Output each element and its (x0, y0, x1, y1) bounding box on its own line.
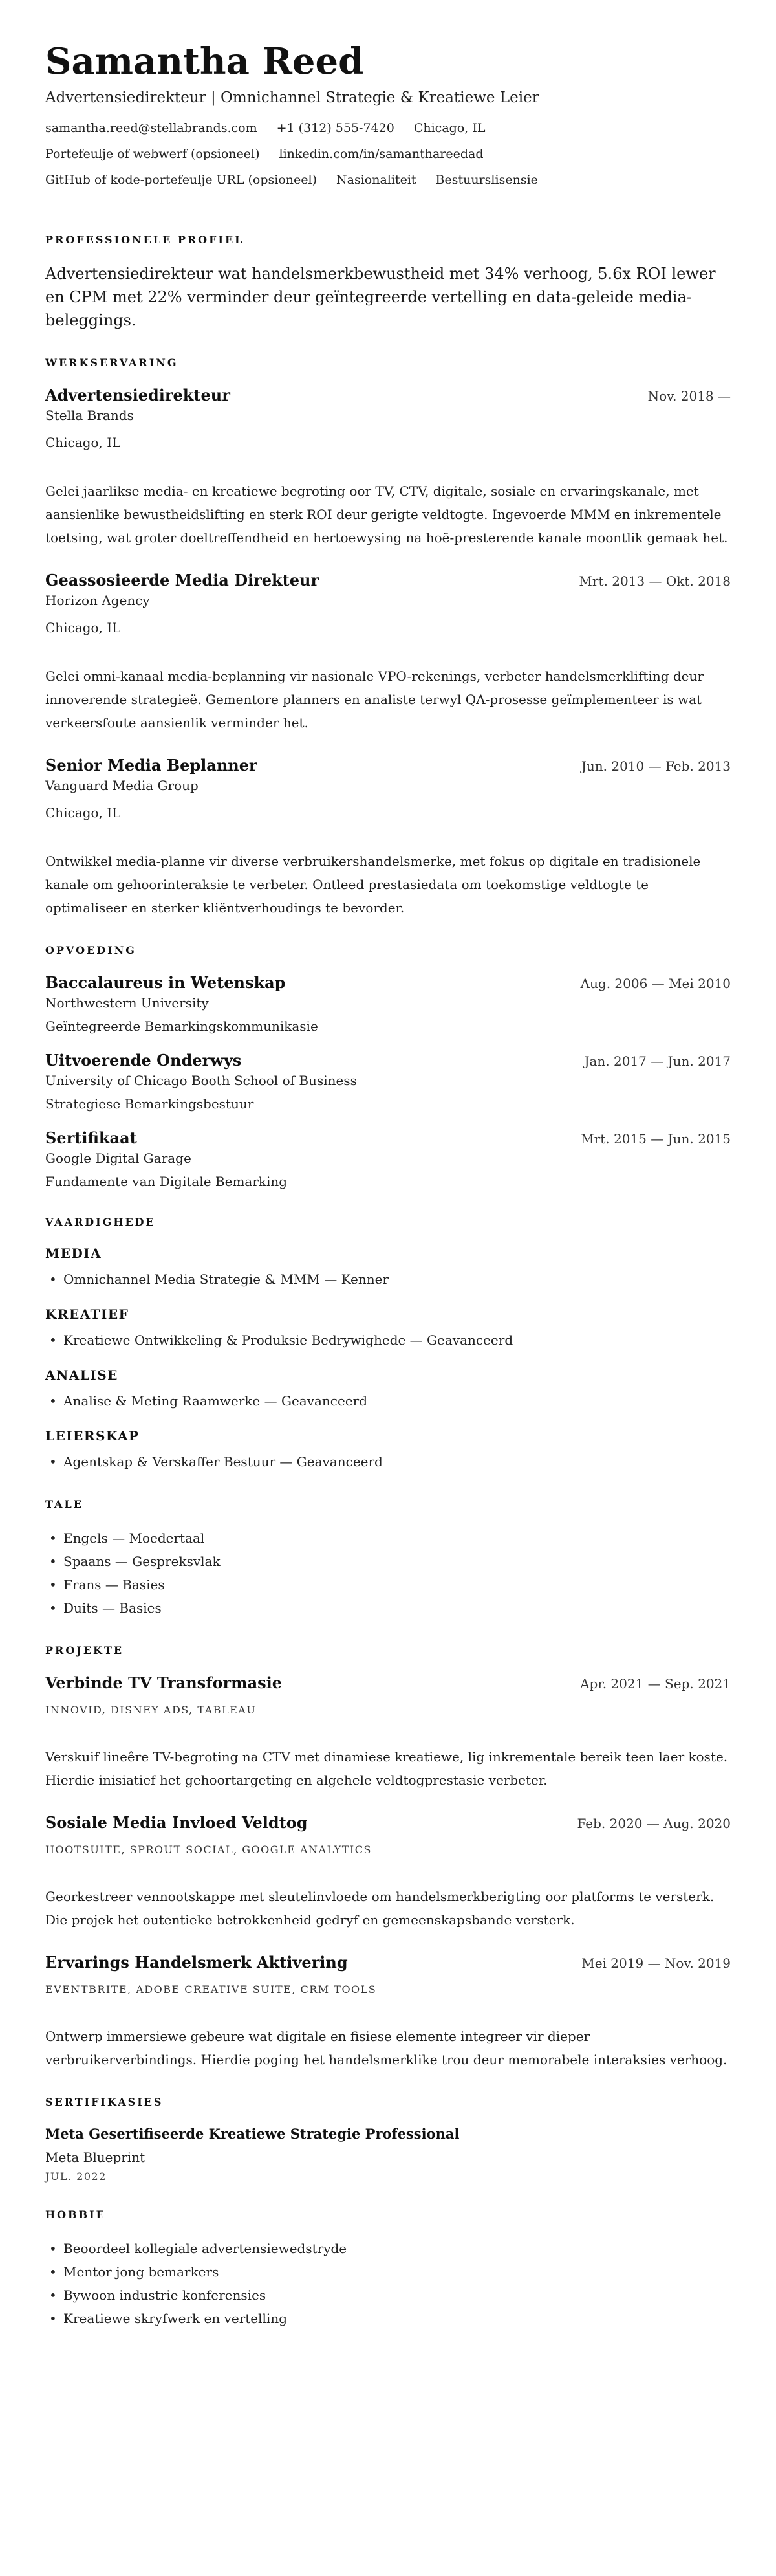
project-entry (45, 1812, 731, 1932)
job-title: Geassosieerde Media Direkteur (45, 571, 319, 589)
entry-head (45, 385, 731, 406)
languages-section (45, 1498, 731, 1620)
hobby-item: • Mentor jong bemarkers (45, 2260, 731, 2284)
skill-group (45, 1427, 731, 1473)
project-tools: INNOVID, DISNEY ADS, TABLEAU (45, 1704, 257, 1716)
degree-dates: Aug. 2006 — Mei 2010 (580, 976, 731, 991)
project-entry (45, 1952, 731, 2071)
project-dates: Apr. 2021 — Sep. 2021 (580, 1676, 731, 1691)
projects-section (45, 1644, 731, 2071)
job-company: Stella Brands (45, 408, 134, 423)
skill-item: • Kreatiewe Ontwikkeling & Produksie Bedrywighede — Geavanceerd (45, 1328, 731, 1352)
project-description: Verskuif lineêre TV-begroting na CTV met dinamiese kreatiewe, lig inkrementale bereik teen laer koste. Hierdie inisiatief het gehoortargeting en algehele veldtogprestasie verbeter. (45, 1749, 728, 1788)
job-dates: Jun. 2010 — Feb. 2013 (581, 758, 731, 774)
project-tools: EVENTBRITE, ADOBE CREATIVE SUITE, CRM TOOLS (45, 1983, 377, 1996)
candidate-headline: Advertensiedirekteur | Omnichannel Strategie & Kreatiewe Leier (45, 89, 539, 106)
hobby-item: • Bywoon industrie konferensies (45, 2284, 731, 2307)
certifications-heading: SERTIFIKASIES (45, 2096, 164, 2108)
skill-category: MEDIA (45, 1246, 102, 1261)
project-entry (45, 1673, 731, 1792)
certification-entry (45, 2124, 731, 2184)
job-dates: Nov. 2018 — (647, 388, 731, 404)
language-item: • Duits — Basies (45, 1596, 731, 1620)
skill-item: • Omnichannel Media Strategie & MMM — Kenner (45, 1268, 731, 1291)
contact-github[interactable]: GitHub of kode-portefeulje URL (opsioneel) (45, 173, 317, 187)
school-name: Northwestern University (45, 995, 209, 1011)
contact-nationality: Nasionaliteit (336, 173, 416, 187)
job-company: Horizon Agency (45, 593, 150, 608)
contact-portfolio[interactable]: Portefeulje of webwerf (opsioneel) (45, 147, 260, 161)
entry-head (45, 1673, 731, 1693)
skill-category: ANALISE (45, 1367, 118, 1383)
job-location: Chicago, IL (45, 435, 121, 450)
degree-title: Uitvoerende Onderwys (45, 1051, 242, 1070)
skill-list (45, 1389, 731, 1413)
certification-name: Meta Gesertifiseerde Kreatiewe Strategie Professional (45, 2126, 460, 2142)
entry-head (45, 570, 731, 591)
entry-head (45, 1952, 731, 1973)
degree-title: Baccalaureus in Wetenskap (45, 973, 286, 992)
skill-item: • Analise & Meting Raamwerke — Geavanceerd (45, 1389, 731, 1413)
contact-email[interactable]: samantha.reed@stellabrands.com (45, 121, 257, 135)
education-section (45, 944, 731, 1191)
degree-title: Sertifikaat (45, 1128, 137, 1147)
project-name: Ervarings Handelsmerk Aktivering (45, 1953, 348, 1972)
contact-location: Chicago, IL (413, 121, 486, 135)
entry-head (45, 973, 731, 993)
experience-heading: WERKSERVARING (45, 357, 178, 369)
hobby-item: • Kreatiewe skryfwerk en vertelling (45, 2307, 731, 2330)
skill-group (45, 1305, 731, 1352)
hobby-item: • Beoordeel kollegiale advertensiewedstryde (45, 2237, 731, 2260)
school-name: University of Chicago Booth School of Business (45, 1073, 357, 1088)
job-location: Chicago, IL (45, 620, 121, 635)
resume-header (45, 40, 731, 188)
languages-heading: TALE (45, 1498, 83, 1510)
job-location: Chicago, IL (45, 805, 121, 820)
experience-entry (45, 570, 731, 734)
contact-linkedin[interactable]: linkedin.com/in/samanthareedad (279, 147, 484, 161)
certifications-section (45, 2096, 731, 2184)
skill-list (45, 1450, 731, 1473)
skill-category: KREATIEF (45, 1306, 129, 1322)
experience-section (45, 357, 731, 919)
language-item: • Engels — Moedertaal (45, 1526, 731, 1550)
job-description: Ontwikkel media-planne vir diverse verbruikershandelsmerke, met fokus op digitale en tradisionele kanale om gehoorinteraksie te verbeter. Ontleed prestasiedata om toekomstige veldtogte te optimaliseer en sterker kliëntverhoudings te bevorder. (45, 853, 701, 916)
job-company: Vanguard Media Group (45, 778, 199, 793)
entry-head (45, 1812, 731, 1833)
entry-head (45, 1128, 731, 1149)
study-field: Geïntegreerde Bemarkingskommunikasie (45, 1018, 318, 1034)
project-name: Sosiale Media Invloed Veldtog (45, 1813, 308, 1832)
skill-group (45, 1244, 731, 1291)
study-field: Strategiese Bemarkingsbestuur (45, 1096, 254, 1112)
contact-license: Bestuurslisensie (435, 173, 538, 187)
skill-group (45, 1366, 731, 1413)
study-field: Fundamente van Digitale Bemarking (45, 1174, 288, 1189)
contact-phone[interactable]: +1 (312) 555-7420 (276, 121, 394, 135)
project-dates: Feb. 2020 — Aug. 2020 (577, 1816, 731, 1831)
education-entry (45, 1128, 731, 1191)
skill-category: LEIERSKAP (45, 1428, 140, 1444)
job-title: Senior Media Beplanner (45, 756, 257, 775)
school-name: Google Digital Garage (45, 1150, 191, 1166)
profile-heading: PROFESSIONELE PROFIEL (45, 234, 244, 246)
project-tools: HOOTSUITE, SPROUT SOCIAL, GOOGLE ANALYTICS (45, 1844, 372, 1856)
projects-heading: PROJEKTE (45, 1644, 124, 1657)
contact-row-links (45, 146, 731, 162)
project-name: Verbinde TV Transformasie (45, 1673, 283, 1692)
language-item: • Frans — Basies (45, 1573, 731, 1596)
hobbies-section (45, 2208, 731, 2330)
profile-section (45, 234, 731, 332)
project-description: Ontwerp immersiewe gebeure wat digitale en fisiese elemente integreer vir dieper verbruikerverbindings. Hierdie poging het handelsmerklike trou deur memorabele interaksies verhoog. (45, 2029, 727, 2067)
skill-list (45, 1268, 731, 1291)
experience-entry (45, 385, 731, 549)
education-entry (45, 973, 731, 1036)
entry-head (45, 755, 731, 776)
language-list (45, 1526, 731, 1620)
contact-row-extra (45, 172, 731, 188)
certification-date: JUL. 2022 (45, 2170, 107, 2183)
certification-issuer: Meta Blueprint (45, 2150, 146, 2165)
candidate-name: Samantha Reed (45, 40, 364, 83)
profile-summary: Advertensiedirekteur wat handelsmerkbewustheid met 34% verhoog, 5.6x ROI lewer en CPM met 22% verminder deur geïntegreerde vertelling en data-geleide media-beleggings. (45, 265, 716, 329)
hobby-list (45, 2237, 731, 2330)
project-description: Georkestreer vennootskappe met sleutelinvloede om handelsmerkberigting oor platforms te versterk. Die projek het outentieke betrokkenheid gedryf en gemeenskapsbande versterk. (45, 1889, 715, 1928)
job-description: Gelei jaarlikse media- en kreatiewe begroting oor TV, CTV, digitale, sosiale en ervaringskanale, met aansienlike bewustheidslifting en sterk ROI deur gerigte veldtogte. Ingevoerde MMM en inkrementele toetsing, wat groter doeltreffendheid en hertoewysing na hoë-presterende kanale moontlik gemaak het. (45, 483, 728, 545)
skill-list (45, 1328, 731, 1352)
degree-dates: Mrt. 2015 — Jun. 2015 (581, 1131, 731, 1147)
entry-head (45, 1050, 731, 1071)
job-dates: Mrt. 2013 — Okt. 2018 (579, 573, 731, 589)
degree-dates: Jan. 2017 — Jun. 2017 (584, 1053, 731, 1069)
education-entry (45, 1050, 731, 1114)
skill-item: • Agentskap & Verskaffer Bestuur — Geavanceerd (45, 1450, 731, 1473)
job-description: Gelei omni-kanaal media-beplanning vir nasionale VPO-rekenings, verbeter handelsmerklifting deur innoverende strategieë. Gementore planners en analiste terwyl QA-prosesse geïmplementeer is wat verkeersfoute aansienlik verminder het. (45, 668, 704, 731)
skills-section (45, 1216, 731, 1473)
contact-row-primary (45, 120, 731, 136)
job-title: Advertensiedirekteur (45, 386, 230, 404)
hobbies-heading: HOBBIE (45, 2208, 106, 2221)
experience-entry (45, 755, 731, 919)
language-item: • Spaans — Gespreksvlak (45, 1550, 731, 1573)
project-dates: Mei 2019 — Nov. 2019 (581, 1955, 731, 1971)
education-heading: OPVOEDING (45, 944, 136, 956)
skills-heading: VAARDIGHEDE (45, 1216, 156, 1228)
